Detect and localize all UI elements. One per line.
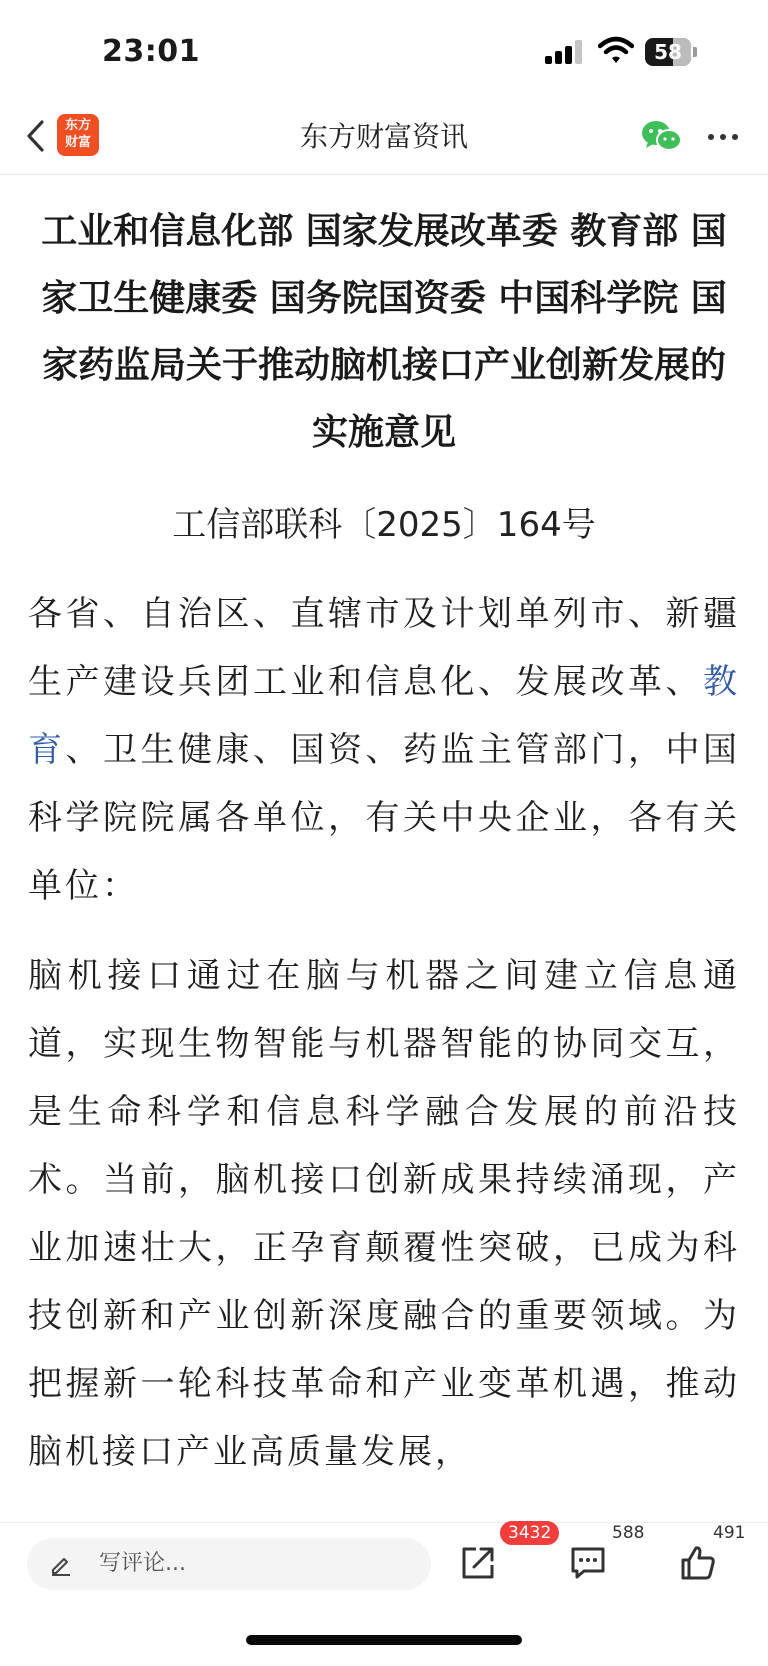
document-number: 工信部联科〔2025〕164号 (172, 505, 596, 545)
like-icon[interactable] (678, 1543, 718, 1583)
app-logo (57, 114, 99, 156)
home-indicator (246, 1635, 522, 1645)
back-icon[interactable] (22, 116, 52, 156)
logo-text-top: 东方 (64, 118, 91, 133)
status-bar (0, 0, 768, 100)
logo-text-bottom: 财富 (64, 135, 91, 150)
more-options-icon[interactable] (706, 122, 740, 152)
comment-icon[interactable] (568, 1543, 608, 1583)
paragraph-intro: 脑机接口通过在脑与机器之间建立信息通道，实现生物智能与机器智能的协同交互，是生命科学和信息科学融合发展的前沿技术。当前，脑机接口创新成果持续涌现，产业加速壮大，正孕育颠覆性突破，已成为科技创新和产业创新深度融合的重要领域。为把握新一轮科技革命和产业变革机遇，推动脑机接口产业高质量发展， (28, 956, 740, 1472)
paragraph-text: 、卫生健康、国资、药监主管部门，中国科学院院属各单位，有关中央企业，各有关单位： (28, 730, 740, 906)
status-time: 23:01 (102, 34, 200, 69)
cellular-signal-icon (545, 40, 585, 64)
page-title: 东方财富资讯 (299, 120, 468, 153)
battery-level: 58 (654, 40, 682, 64)
pen-icon (49, 1552, 73, 1576)
article-headline: 工业和信息化部 国家发展改革委 教育部 国家卫生健康委 国务院国资委 中国科学院 国家药监局关于推动脑机接口产业创新发展的实施意见 (41, 211, 727, 453)
wifi-icon (598, 36, 634, 66)
comment-count: 588 (612, 1523, 645, 1543)
stock-topic-link[interactable]: 教育 (28, 662, 740, 770)
battery-icon (645, 38, 697, 66)
nav-bar (0, 100, 768, 175)
like-count: 491 (713, 1523, 746, 1543)
share-count-badge: 3432 (500, 1521, 559, 1545)
paragraph-text: 各省、自治区、直辖市及计划单列市、新疆生产建设兵团工业和信息化、发展改革、 (28, 594, 740, 702)
comment-input[interactable] (27, 1538, 431, 1590)
share-icon[interactable] (458, 1543, 498, 1583)
article-content (0, 176, 768, 1526)
wechat-share-icon[interactable] (640, 118, 684, 154)
paragraph-addressees (28, 580, 740, 920)
comment-placeholder: 写评论... (99, 1551, 186, 1576)
